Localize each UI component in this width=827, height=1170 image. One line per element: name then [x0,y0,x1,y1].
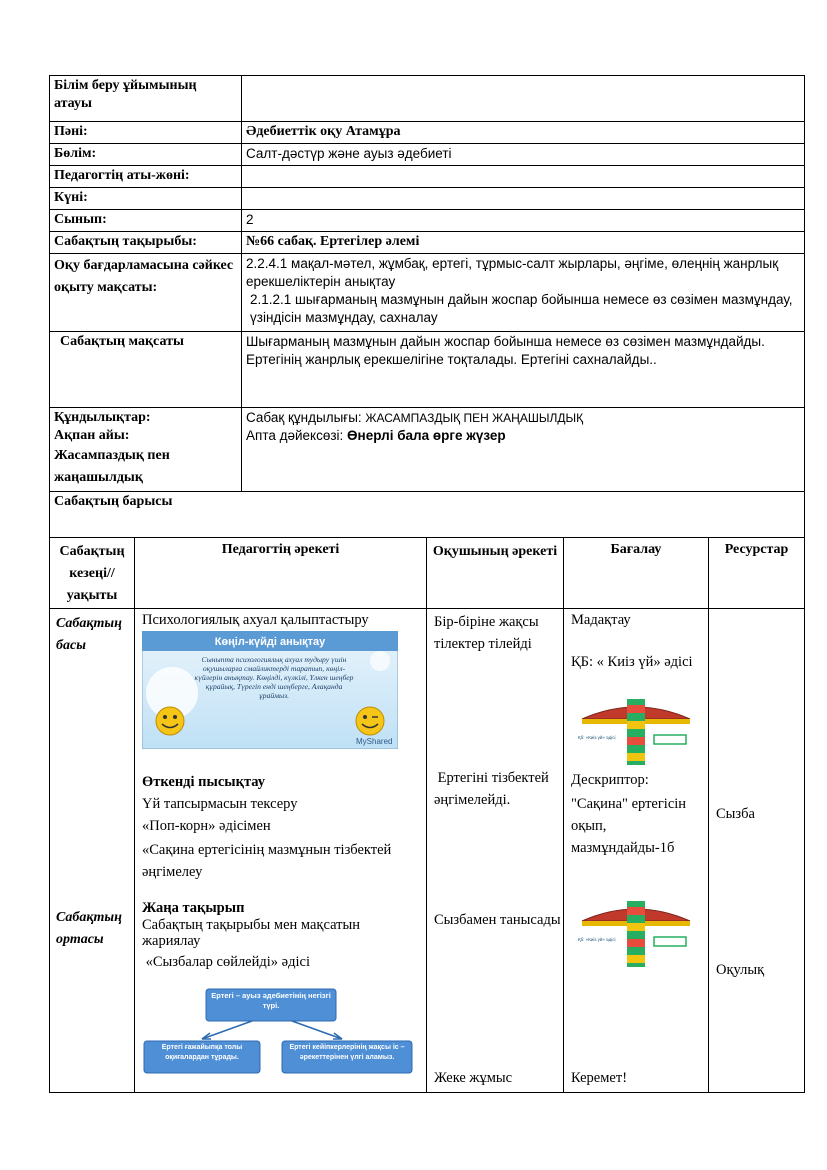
fairy-tale-diagram [142,981,414,1081]
teacher-intro: Психологиялық ахуал қалыптастыру [142,612,369,628]
learning-objective-value [242,254,805,332]
smiley-icon [156,707,184,735]
objective-2: 2.1.2.1 шығарманың мазмұнын дайын жоспар бойынша немесе өз сөзімен мазмұндау, үзіндісін мазмұндау, сахналау [250,292,793,325]
lesson-table [49,538,805,1093]
descriptor-text: "Сақина" ертегісін оқып, мазмұндайды-1б [571,796,687,856]
teacher-name-label: Педагогтің аты-жөні: [50,166,242,188]
yurt-label-1: Қб: «Киіз үй» әдісі [578,735,616,740]
stage-middle: Сабақтың ортасы [56,910,122,947]
new-topic-line-1: Сабақтың тақырыбы мен мақсатын жариялау [142,917,360,949]
yurt-label-2: Қб: «Киіз үй» әдісі [578,937,616,942]
yurt-assessment-image [574,695,698,767]
mood-slide-image [142,631,398,749]
col-teacher-header: Педагогтің әрекеті [135,538,427,609]
org-name-value [242,76,805,122]
diagram-left: Ертегі ғажайыпқа толы оқиғалардан тұрады. [161,1044,243,1061]
col-stage-header: Сабақтың кезеңі// уақыты [50,538,135,609]
header-table [49,75,805,538]
section-value: Салт-дәстүр және ауыз әдебиеті [242,144,805,166]
learning-objective-label: Оқу бағдарламасына сәйкес оқыту мақсаты: [50,254,242,332]
new-topic-line-2: «Сызбалар сөйлейді» әдісі [142,954,310,970]
values-title: Құндылықтар: [54,410,151,425]
review-title: Өткенді пысықтау [142,774,266,790]
teacher-name-value [242,166,805,188]
col-student-header: Оқушының әрекеті [427,538,564,609]
resource-textbook: Оқулық [716,962,765,978]
lesson-goal-label: Сабақтың мақсаты [50,332,242,408]
values-value [242,408,805,492]
student-action-2: Ертегіні тізбектей әңгімелейді. [434,770,553,808]
lesson-progress-title: Сабақтың барысы [50,492,805,538]
objective-1: 2.2.4.1 мақал-мәтел, жұмбақ, ертегі, тұрмыс-салт жырлары, әңгіме, өлеңнің жанрлық ерекшеліктерін анықтау [246,256,779,289]
stage-cell [50,609,135,1093]
smiley-wink-icon [356,707,384,735]
section-label: Бөлім: [50,144,242,166]
topic-label: Сабақтың тақырыбы: [50,232,242,254]
slide-text: Сыныпта психологиялық ахуал тудыру үшін оқушыларға смайликтерді таратып, көңіл-күйлерін анықтау. Көңілді, күлкілі, Үлкен шеңбер құрайық, Түрегіп енді шеңберге, Алақанда ұраймыз. [194,655,354,700]
yurt-assessment-image-2 [574,897,698,969]
lesson-goal-value: Шығарманың мазмұнын дайын жоспар бойынша немесе өз сөзімен мазмұндайды. Ертегінің жанрлық ерекшелігіне тоқталады. Ертегіні сахналайды.. [242,332,805,408]
subject-value: Әдебиеттік оқу Атамұра [242,122,805,144]
assessment-excellent: Керемет! [571,1070,628,1086]
student-action-3: Сызбамен танысады [434,912,561,928]
month-label: Ақпан айы: [54,428,130,443]
resource-diagram: Сызба [716,806,755,822]
week-quote-prefix: Апта дәйексөзі: [246,428,348,443]
date-value [242,188,805,210]
teacher-cell [135,609,427,1093]
slide-brand: MyShared [356,737,393,746]
date-label: Күні: [50,188,242,210]
subject-label: Пәні: [50,122,242,144]
col-resources-header: Ресурстар [709,538,805,609]
topic-value: №66 сабақ. Ертегілер әлемі [242,232,805,254]
assessment-method: ҚБ: « Киіз үй» әдісі [571,654,693,670]
lesson-value-prefix: Сабақ құндылығы: [246,410,366,425]
org-name-label: Білім беру ұйымының атауы [50,76,242,122]
lesson-value-text: ЖАСАМПАЗДЫҚ ПЕН ЖАҢАШЫЛДЫҚ [365,411,584,425]
week-quote-text: Өнерлі бала өрге жүзер [347,428,506,443]
student-action-4: Жеке жұмыс [434,1070,513,1086]
student-cell [427,609,564,1093]
review-line-1: Үй тапсырмасын тексеру [142,796,298,812]
descriptor-title: Дескриптор: [571,772,649,788]
month-value: Жасампаздық пен жаңашылдық [54,448,170,485]
stage-start: Сабақтың басы [56,616,122,653]
week-quote-line [246,427,800,445]
values-label [50,408,242,492]
review-line-2: «Поп-корн» әдісімен [142,818,271,834]
new-topic-title: Жаңа тақырып [142,900,245,916]
lesson-value-line [246,409,800,427]
slide-title: Көңіл-күйді анықтау [214,636,326,648]
student-action-1: Бір-біріне жақсы тілектер тілейді [434,614,539,652]
assessment-cell [564,609,709,1093]
diagram-top: Ертегі – ауыз әдебиетінің негізгі түрі. [211,991,331,1010]
diagram-right: Ертегі кейіпкерлерінің жақсы іс – әрекеттерінен үлгі аламыз. [289,1044,405,1061]
lesson-plan-page [49,75,804,1093]
grade-value: 2 [242,210,805,232]
resources-cell [709,609,805,1093]
grade-label: Сынып: [50,210,242,232]
col-assessment-header: Бағалау [564,538,709,609]
assessment-praise: Мадақтау [571,612,631,628]
review-line-3: «Сақина ертегісінің мазмұнын тізбектей әңгімелеу [142,842,392,880]
